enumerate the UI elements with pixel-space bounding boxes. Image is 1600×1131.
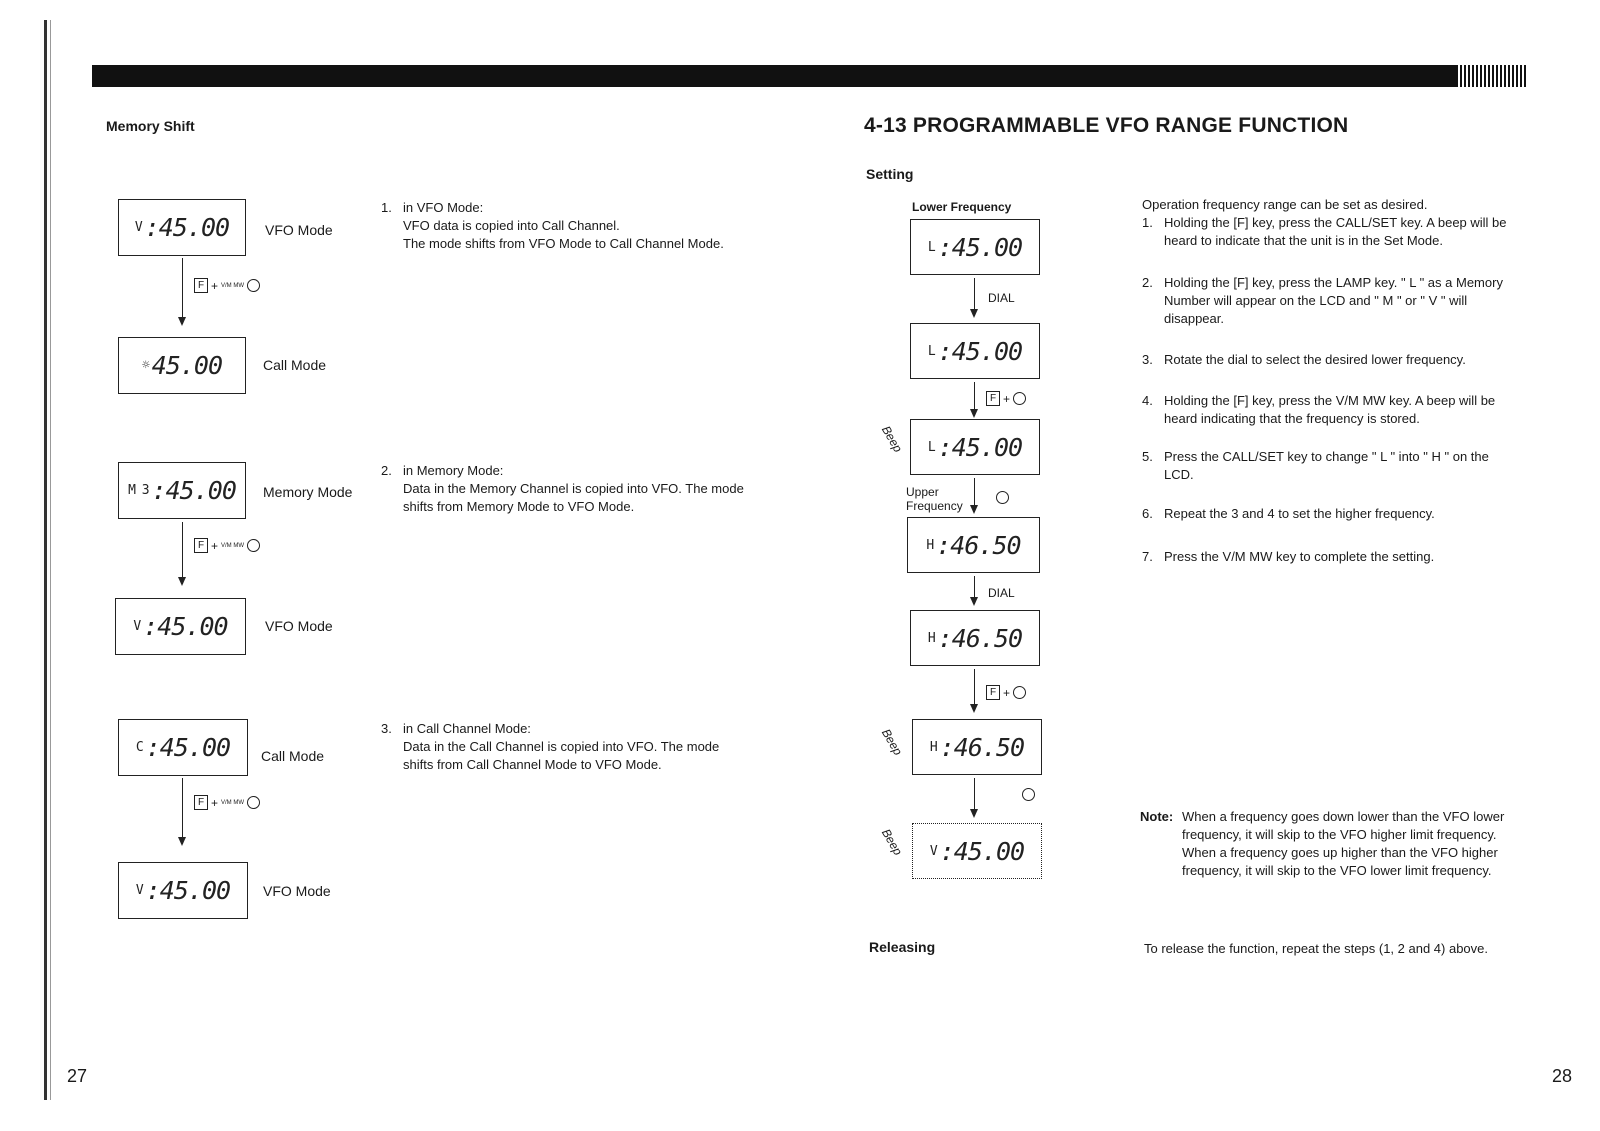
upper-frequency-label: Upper Frequency [906, 485, 963, 513]
plus-sign: + [1003, 685, 1011, 700]
lcd-display [912, 719, 1042, 775]
down-arrow-icon [974, 382, 975, 416]
key-combo [986, 685, 1026, 700]
step-heading: in Call Channel Mode: [403, 721, 531, 736]
step-item [1142, 274, 1522, 328]
step-number: 3. [381, 721, 392, 736]
step-line: Data in the Memory Channel is copied into VFO. The mode [403, 481, 744, 496]
lcd-prefix: L [927, 439, 935, 455]
lcd-value: :45.00 [937, 432, 1023, 462]
mode-label: VFO Mode [265, 222, 333, 238]
releasing-subheading: Releasing [869, 939, 936, 955]
call-set-key [996, 491, 1009, 504]
note-block [1140, 808, 1540, 880]
down-arrow-icon [182, 258, 183, 324]
step-line: The mode shifts from VFO Mode to Call Channel Mode. [403, 236, 724, 251]
key-button-icon [247, 279, 260, 292]
beep-label: Beep [878, 423, 906, 455]
down-arrow-icon [974, 278, 975, 316]
lcd-display [910, 419, 1040, 475]
lcd-value: :45.00 [937, 232, 1023, 262]
step-text: Holding the [F] key, press the LAMP key. " L " as a Memory Number will appear on the LCD and " M " or " V " will disappear. [1164, 275, 1503, 326]
note-line: frequency, it will skip to the VFO higher limit frequency. [1182, 827, 1497, 842]
step-number: 1. [1142, 215, 1153, 230]
lcd-value: :45.00 [937, 336, 1023, 366]
plus-sign: + [211, 538, 219, 553]
lcd-display [118, 719, 248, 776]
mode-label: Memory Mode [263, 484, 353, 500]
mode-label: VFO Mode [265, 618, 333, 634]
lcd-value: :45.00 [151, 476, 236, 505]
key-button-icon [1013, 392, 1026, 405]
f-key-icon: F [986, 685, 1000, 700]
down-arrow-icon [182, 778, 183, 844]
intro-text: Operation frequency range can be set as desired. [1142, 197, 1428, 212]
down-arrow-icon [974, 669, 975, 711]
lcd-value: 45.00 [151, 351, 223, 380]
dial-label: DIAL [988, 291, 1015, 305]
step-item [1142, 392, 1522, 428]
step-item [1142, 448, 1522, 484]
page-binding-line [44, 20, 47, 1100]
lcd-value: :45.00 [145, 876, 231, 905]
lcd-prefix: V [133, 619, 141, 634]
down-arrow-icon [974, 478, 975, 512]
step-line: Data in the Call Channel is copied into VFO. The mode [403, 739, 720, 754]
plus-sign: + [211, 795, 219, 810]
beep-label: Beep [878, 726, 906, 758]
lcd-prefix: C [135, 740, 143, 755]
step-item [1142, 548, 1522, 566]
key-button-icon [1022, 788, 1035, 801]
key-button-icon [247, 796, 260, 809]
step-item [381, 720, 771, 774]
lcd-display [118, 199, 246, 256]
lower-frequency-label: Lower Frequency [912, 200, 1012, 214]
step-text: Press the V/M MW key to complete the setting. [1164, 549, 1435, 564]
lcd-value: :46.50 [939, 732, 1025, 762]
lcd-prefix: ☼ [141, 358, 149, 373]
lcd-prefix: H [926, 537, 934, 553]
releasing-text: To release the function, repeat the steps (1, 2 and 4) above. [1144, 941, 1488, 956]
mode-label: Call Mode [261, 748, 325, 764]
note-line: When a frequency goes down lower than the VFO lower [1182, 809, 1505, 824]
step-text: Rotate the dial to select the desired lower frequency. [1164, 352, 1466, 367]
step-text: Holding the [F] key, press the V/M MW key. A beep will be heard indicating that the frequency is stored. [1164, 393, 1496, 426]
step-number: 4. [1142, 393, 1153, 408]
vm-key [1022, 788, 1035, 801]
lcd-display [118, 862, 248, 919]
lcd-prefix: V [134, 220, 142, 235]
lcd-prefix: H [929, 739, 937, 755]
lcd-value: :45.00 [939, 836, 1025, 866]
lcd-value: :45.00 [144, 213, 230, 242]
page-number-left: 27 [67, 1066, 88, 1086]
key-combo [194, 278, 260, 293]
key-button-icon [247, 539, 260, 552]
step-text: Repeat the 3 and 4 to set the higher frequency. [1164, 506, 1435, 521]
vm-mw-key-label: V/M MW [221, 542, 245, 549]
key-combo [194, 795, 260, 810]
plus-sign: + [211, 278, 219, 293]
vm-mw-key-label: V/M MW [221, 799, 245, 806]
f-key-icon: F [986, 391, 1000, 406]
down-arrow-icon [974, 576, 975, 604]
step-text: Holding the [F] key, press the CALL/SET key. A beep will be heard to indicate that the unit is in the Set Mode. [1164, 215, 1507, 248]
step-number: 5. [1142, 449, 1153, 464]
step-line: VFO data is copied into Call Channel. [403, 218, 620, 233]
lcd-display [912, 823, 1042, 879]
step-number: 3. [1142, 352, 1153, 367]
lcd-value: :45.00 [143, 612, 228, 641]
lcd-prefix: L [927, 343, 935, 359]
lcd-value: :45.00 [145, 733, 231, 762]
lcd-display [118, 337, 246, 394]
step-number: 2. [1142, 275, 1153, 290]
dial-label: DIAL [988, 586, 1015, 600]
lcd-display [115, 598, 246, 655]
step-item [1142, 505, 1522, 523]
step-heading: in VFO Mode: [403, 200, 484, 215]
note-line: When a frequency goes up higher than the VFO higher [1182, 845, 1498, 860]
beep-label: Beep [878, 826, 906, 858]
step-item [1142, 351, 1522, 369]
key-button-icon [996, 491, 1009, 504]
f-key-icon: F [194, 538, 208, 553]
f-key-icon: F [194, 278, 208, 293]
step-text: Press the CALL/SET key to change " L " into " H " on the LCD. [1164, 449, 1489, 482]
lcd-prefix: M 3 [128, 483, 149, 498]
step-item [381, 199, 771, 253]
page-binding-line-inner [50, 20, 51, 1100]
lcd-display [118, 462, 246, 519]
down-arrow-icon [974, 778, 975, 816]
down-arrow-icon [182, 522, 183, 584]
lcd-prefix: H [927, 630, 935, 646]
key-combo [986, 391, 1026, 406]
lcd-prefix: V [929, 843, 937, 859]
vm-mw-key-label: V/M MW [221, 282, 245, 289]
page-number-right: 28 [1552, 1066, 1573, 1086]
step-number: 7. [1142, 549, 1153, 564]
lcd-value: :46.50 [937, 623, 1023, 653]
key-combo [194, 538, 260, 553]
lcd-value: :46.50 [936, 530, 1021, 560]
step-heading: in Memory Mode: [403, 463, 504, 478]
key-button-icon [1013, 686, 1026, 699]
lcd-display [907, 517, 1040, 573]
note-line: frequency, it will skip to the VFO lower limit frequency. [1182, 863, 1492, 878]
lcd-prefix: L [927, 239, 935, 255]
memory-shift-title: Memory Shift [106, 118, 195, 134]
step-item [1142, 214, 1522, 250]
step-item [381, 462, 771, 516]
step-number: 2. [381, 463, 392, 478]
lcd-prefix: V [135, 883, 143, 898]
section-heading: 4-13 PROGRAMMABLE VFO RANGE FUNCTION [864, 114, 1349, 137]
lcd-display [910, 219, 1040, 275]
mode-label: Call Mode [263, 357, 327, 373]
lcd-display [910, 323, 1040, 379]
step-line: shifts from Memory Mode to VFO Mode. [403, 499, 635, 514]
step-number: 1. [381, 200, 392, 215]
setting-subheading: Setting [866, 166, 914, 182]
note-label: Note: [1140, 809, 1174, 824]
plus-sign: + [1003, 391, 1011, 406]
step-line: shifts from Call Channel Mode to VFO Mode. [403, 757, 662, 772]
header-bar-tab [1456, 65, 1526, 87]
step-number: 6. [1142, 506, 1153, 521]
lcd-display [910, 610, 1040, 666]
f-key-icon: F [194, 795, 208, 810]
mode-label: VFO Mode [263, 883, 331, 899]
header-bar [92, 65, 1509, 87]
